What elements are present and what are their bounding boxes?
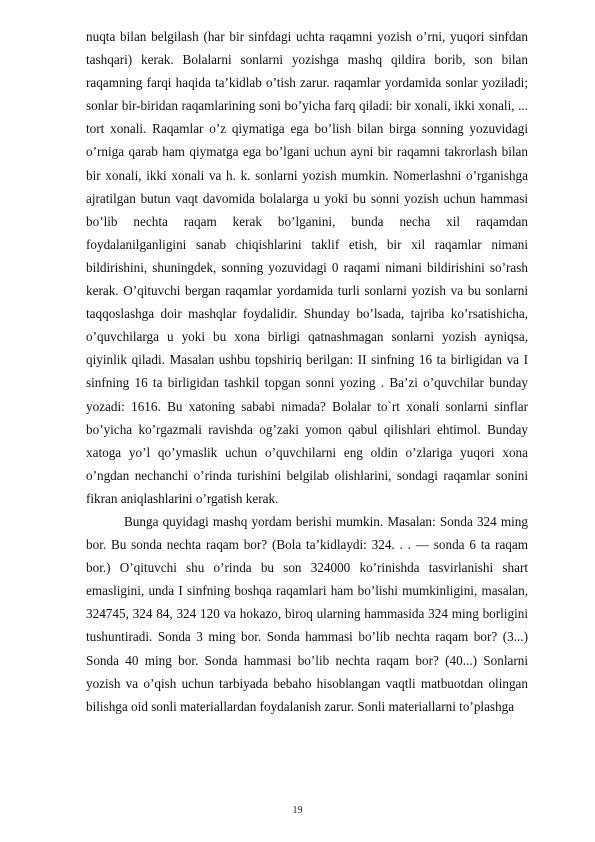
page-number: 19: [292, 805, 303, 816]
body-paragraph: Bunga quyidagi mashq yordam berishi mumkin. Masalan: Sonda 324 ming bor. Bu sonda nechta raqam bor? (Bola ta’kidlaydi: 324. . . — sonda 6 ta raqam bor.) O’qituvchi shu o’rinda bu son 324000 ko’rinishda tasvirlanishi shart emasligini, unda I sinfning boshqa raqamlari ham bo’lishi mumkinligini, masalan, 324745, 324 84, 324 120 va hokazo, biroq ularning hammasida 324 ming borligini tushuntiradi. Sonda 3 ming bor. Sonda hammasi bo’lib nechta raqam bor? (3...) Sonda 40 ming bor. Sonda hammasi bo’lib nechta raqam bor? (40...) Sonlarni yozish va o’qish uchun tarbiyada bebaho hisoblangan vaqtli matbuotdan olingan bilishga oid sonli materiallardan foydalanish zarur. Sonli materiallarni to’plashga: [86, 513, 528, 714]
document-page: [86, 25, 528, 718]
body-paragraph: nuqta bilan belgilash (har bir sinfdagi uchta raqamni yozish o’rni, yuqori sinfdan tashqari) kerak. Bolalarni sonlarni yozishga mashq qildira borib, son bilan raqamning farqi haqida ta’kidlab o’tish zarur. raqamlar yordamida sonlar yoziladi; sonlar bir-biridan raqamlarining soni bo’yicha farq qiladi: bir xonali, ikki xonali, ... tort xonali. Raqamlar o’z qiymatiga ega bo’lish bilan birga sonning yozuvidagi o’rniga qarab ham qiymatga ega bo’lgani uchun ayni bir raqamni takrorlash bilan bir xonali, ikki xonali va h. k. sonlarni yozish mumkin. Nomerlashni o’rganishga ajratilgan butun vaqt davomida bolalarga u yoki bu sonni yozish uchun hammasi bo’lib nechta raqam kerak bo’lganini, bunda necha xil raqamdan foydalanilganligini sanab chiqishlarini taklif etish, bir xil raqamlar nimani bildirishini, shuningdek, sonning yozuvidagi 0 raqami nimani bildirishini so’rash kerak. O’qituvchi bergan raqamlar yordamida turli sonlarni yozish va bu sonlarni taqqoslashga doir mashqlar foydalidir. Shunday bo’lsada, tajriba ko’rsatishicha, o’quvchilarga u yoki bu xona birligi qatnashmagan sonlarni yozish ayniqsa, qiyinlik qiladi. Masalan ushbu topshiriq berilgan: II sinfning 16 ta birligidan va I sinfning 16 ta birligidan tashkil topgan sonni yozing . Ba’zi o’quvchilar bunday yozadi: 1616. Bu xatoning sababi nimada? Bolalar to`rt xonali sonlarni sinflar bo’yicha ko’rgazmali ravishda og’zaki yomon qabul qilishlari ehtimol. Bunday xatoga yo’l qo’ymaslik uchun o’quvchilarni eng oldin o’zlariga yuqori xona o’ngdan nechanchi o’rinda turishini belgilab olishlarini, sondagi raqamlar sonini fikran aniqlashlarini o’rgatish kerak.: [86, 29, 528, 506]
